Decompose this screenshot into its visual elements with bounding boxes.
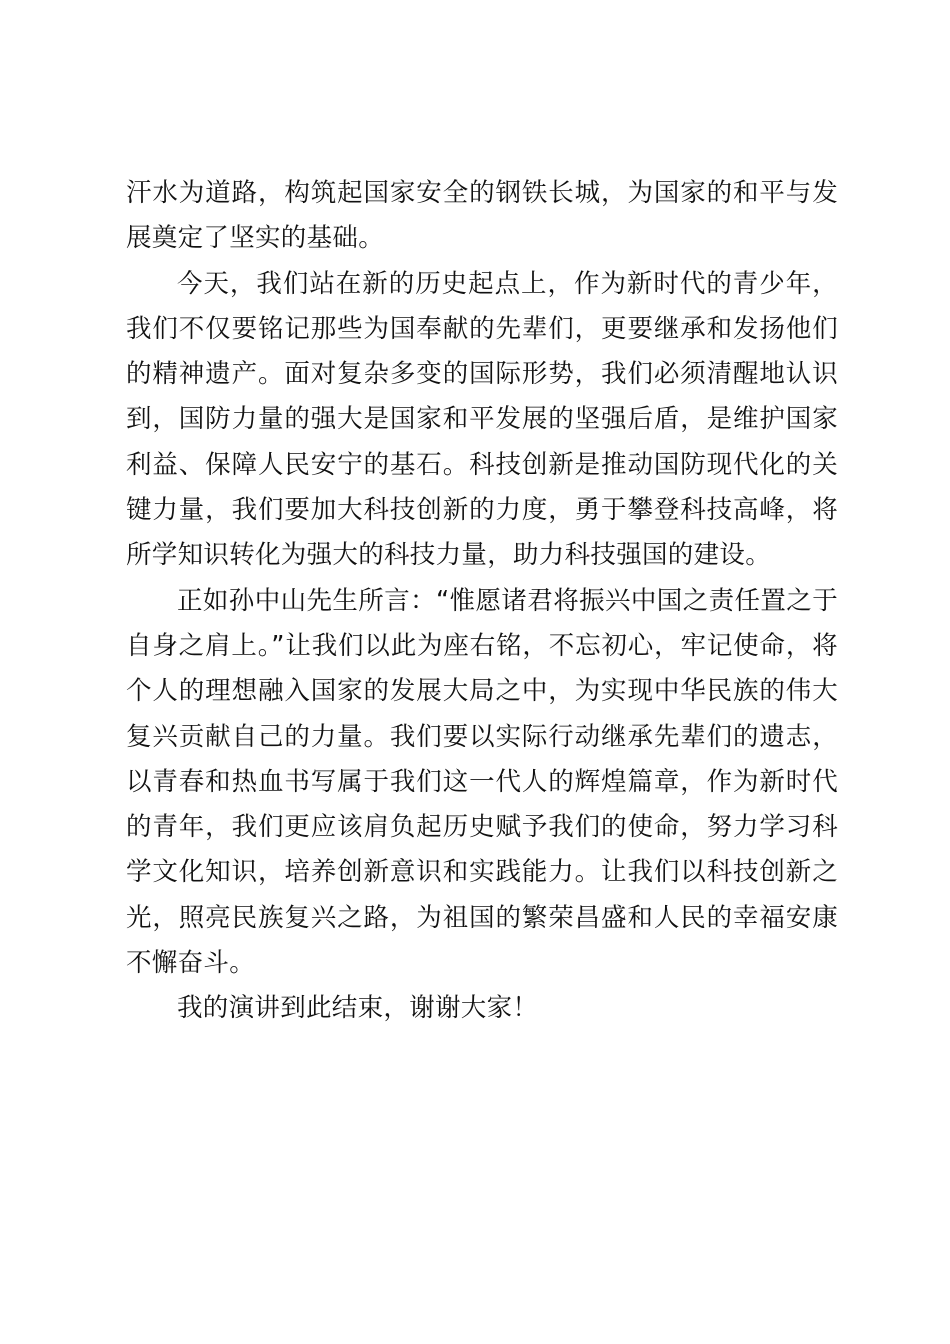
paragraph-2: 今天，我们站在新的历史起点上，作为新时代的青少年，我们不仅要铭记那些为国奉献的先辈们，更要继承和发扬他们的精神遗产。面对复杂多变的国际形势，我们必须清醒地认识到，国防力量的强大是国家和平发展的坚强后盾，是维护国家利益、保障人民安宁的基石。科技创新是推动国防现代化的关键力量，我们要加大科技创新的力度，勇于攀登科技高峰，将所学知识转化为强大的科技力量，助力科技强国的建设。 (126, 268, 838, 571)
speech-text (126, 171, 838, 1032)
paragraph-closing: 我的演讲到此结束，谢谢大家！ (177, 993, 539, 1024)
paragraph-1: 汗水为道路，构筑起国家安全的钢铁长城，为国家的和平与发展奠定了坚实的基础。 (126, 178, 838, 254)
paragraph-3: 正如孙中山先生所言：“惟愿诸君将振兴中国之责任置之于自身之肩上。”让我们以此为座右铭，不忘初心，牢记使命，将个人的理想融入国家的发展大局之中，为实现中华民族的伟大复兴贡献自己的力量。我们要以实际行动继承先辈们的遗志，以青春和热血书写属于我们这一代人的辉煌篇章，作为新时代的青年，我们更应该肩负起历史赋予我们的使命，努力学习科学文化知识，培养创新意识和实践能力。让我们以科技创新之光，照亮民族复兴之路，为祖国的繁荣昌盛和人民的幸福安康不懈奋斗。 (126, 585, 838, 979)
